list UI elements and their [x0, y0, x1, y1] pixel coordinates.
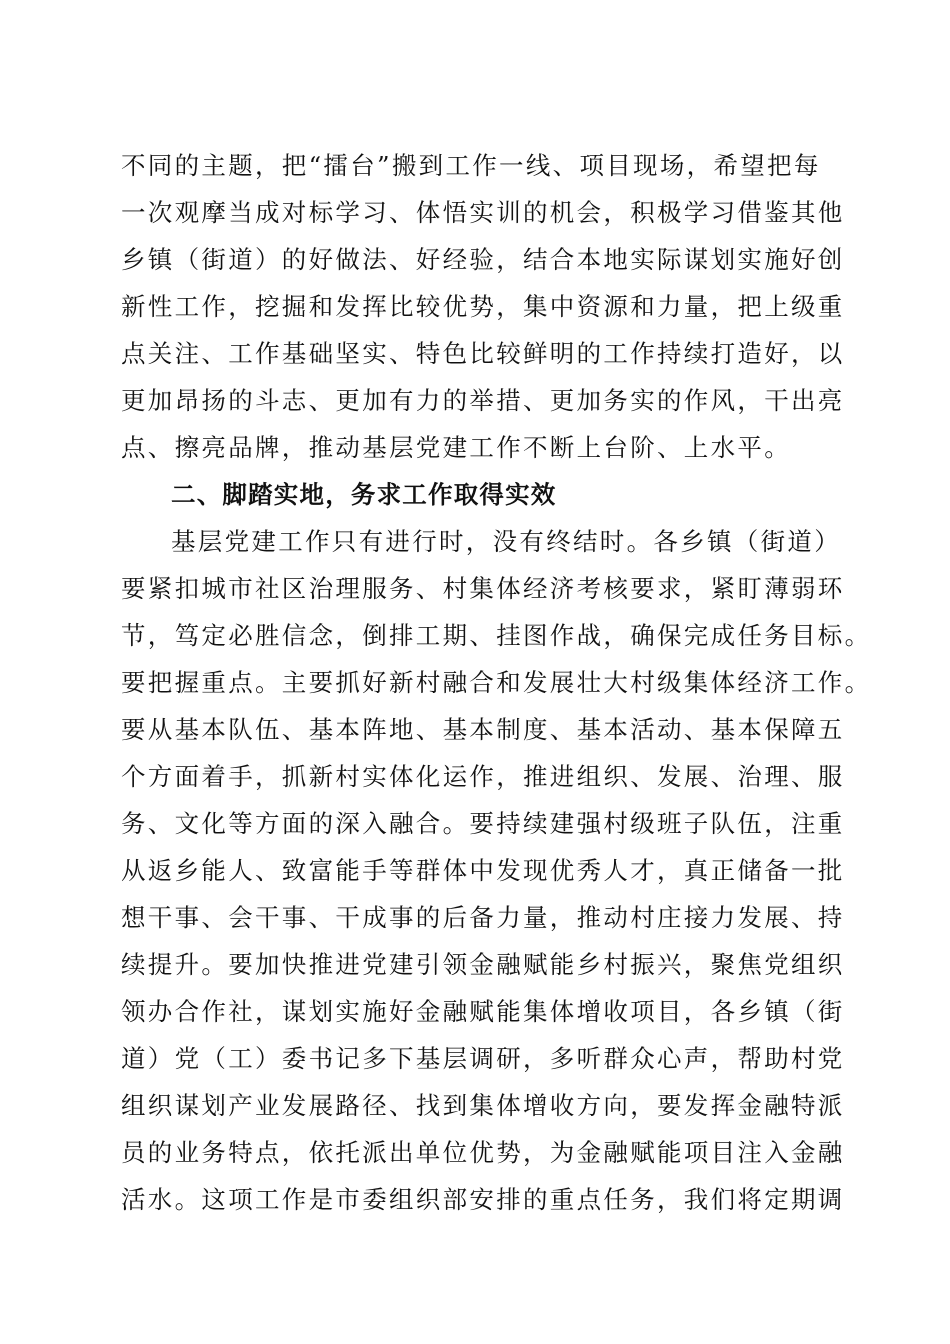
- document-body: [121, 142, 872, 1223]
- text-line: 点、擦亮品牌，推动基层党建工作不断上台阶、上水平。: [121, 433, 791, 462]
- text-line: 要把握重点。主要抓好新村融合和发展壮大村级集体经济工作。: [121, 668, 872, 697]
- text-line: 个方面着手，抓新村实体化运作，推进组织、发展、治理、服: [121, 762, 845, 791]
- text-line: 一次观摩当成对标学习、体悟实训的机会，积极学习借鉴其他: [121, 198, 845, 227]
- text-line: 乡镇（街道）的好做法、好经验，结合本地实际谋划实施好创: [121, 245, 845, 274]
- text-line: 务、文化等方面的深入融合。要持续建强村级班子队伍，注重: [121, 809, 845, 838]
- text-line: 领办合作社，谋划实施好金融赋能集体增收项目，各乡镇（街: [121, 997, 845, 1026]
- text-line: 点关注、工作基础坚实、特色比较鲜明的工作持续打造好，以: [121, 339, 845, 368]
- text-line: 组织谋划产业发展路径、找到集体增收方向，要发挥金融特派: [121, 1091, 845, 1120]
- text-line: 基层党建工作只有进行时，没有终结时。各乡镇（街道）: [171, 527, 841, 556]
- text-line: 从返乡能人、致富能手等群体中发现优秀人才，真正储备一批: [121, 856, 845, 885]
- text-line: 道）党（工）委书记多下基层调研，多听群众心声，帮助村党: [121, 1044, 845, 1073]
- text-line: 要从基本队伍、基本阵地、基本制度、基本活动、基本保障五: [121, 715, 845, 744]
- section-heading: 二、脚踏实地，务求工作取得实效: [171, 480, 557, 509]
- text-line: 续提升。要加快推进党建引领金融赋能乡村振兴，聚焦党组织: [121, 950, 845, 979]
- text-line: 要紧扣城市社区治理服务、村集体经济考核要求，紧盯薄弱环: [121, 574, 845, 603]
- text-line: 想干事、会干事、干成事的后备力量，推动村庄接力发展、持: [121, 903, 845, 932]
- text-line: 员的业务特点，依托派出单位优势，为金融赋能项目注入金融: [121, 1138, 845, 1167]
- text-line: 活水。这项工作是市委组织部安排的重点任务，我们将定期调: [121, 1185, 845, 1214]
- text-line: 更加昂扬的斗志、更加有力的举措、更加务实的作风，干出亮: [121, 386, 845, 415]
- text-line: 不同的主题，把“擂台”搬到工作一线、项目现场，希望把每: [121, 151, 821, 180]
- text-line: 新性工作，挖掘和发挥比较优势，集中资源和力量，把上级重: [121, 292, 845, 321]
- text-line: 节，笃定必胜信念，倒排工期、挂图作战，确保完成任务目标。: [121, 621, 872, 650]
